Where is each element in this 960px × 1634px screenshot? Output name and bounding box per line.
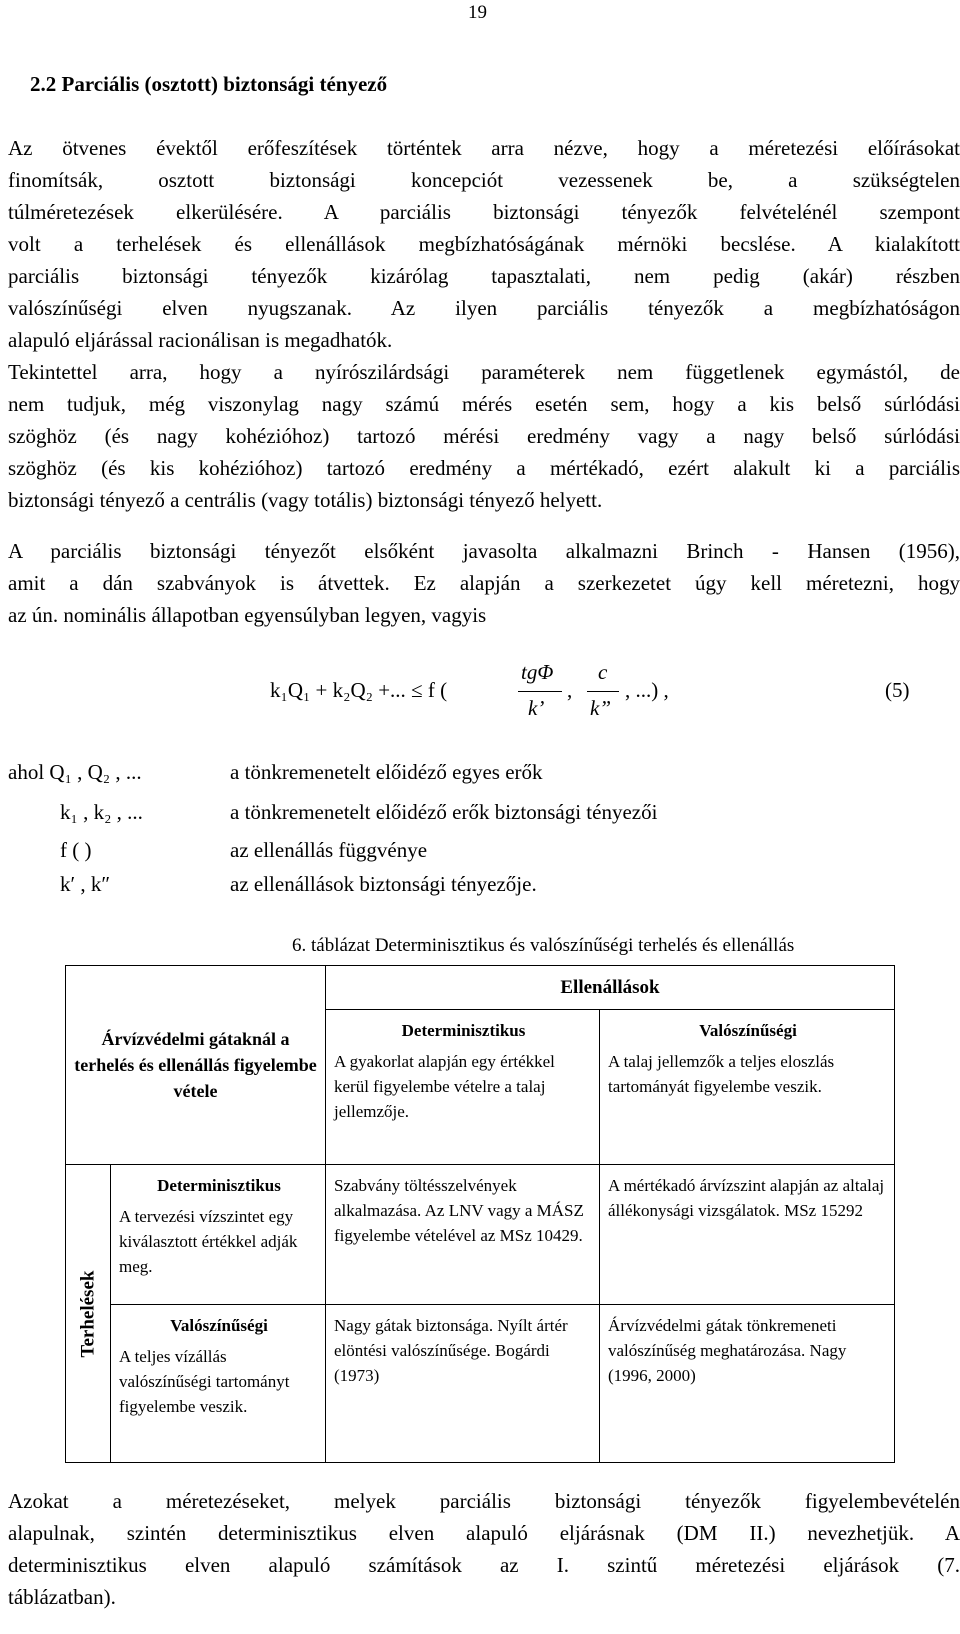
column-title: Valószínűségi — [699, 1021, 797, 1040]
cell-val-det — [326, 1305, 600, 1463]
row-header-probabilistic — [111, 1305, 326, 1463]
row-title: Valószínűségi — [170, 1316, 268, 1335]
text-line: finomítsák, osztott biztonsági koncepciót vezessenek be, a szükségtelen — [8, 168, 960, 192]
brinch-hansen-paragraph — [8, 535, 960, 631]
text-line: biztonsági tényező a centrális (vagy totális) biztonsági tényező helyett. — [8, 488, 603, 512]
definition-symbol: f ( ) — [60, 838, 92, 862]
text-line: amit a dán szabványok is átvettek. Ez alapján a szerkezetet úgy kell méretezni, hogy — [8, 571, 960, 595]
text-line: A parciális biztonsági tényezőt elsőként javasolta alkalmazni Brinch - Hansen (1956), — [8, 539, 960, 563]
text-line: determinisztikus elven alapuló számítások az I. szintű méretezési eljárások (7. — [8, 1553, 960, 1577]
intro-paragraph — [8, 132, 960, 516]
table-6-deterministic-probabilistic — [65, 965, 895, 1463]
text-line: nem tudjuk, még viszonylag nagy számú mérés esetén sem, hogy a kis belső súrlódási — [8, 392, 960, 416]
definition-symbol: ahol Q₁ , Q₂ , ... — [8, 760, 142, 784]
corner-title: Árvízvédelmi gátaknál a terhelés és ellenállás figyelembe vétele — [74, 1029, 317, 1101]
row-title: Determinisztikus — [157, 1176, 281, 1195]
section-heading: 2.2 Parciális (osztott) biztonsági tényező — [30, 72, 388, 96]
definition-text: a tönkremenetelt előidéző erők biztonsági tényezői — [230, 800, 658, 824]
fraction-bar — [518, 691, 562, 692]
cell-det-det — [326, 1165, 600, 1305]
definition-symbol: k₁ , k₂ , ... — [60, 800, 143, 824]
text-line: volt a terhelések és ellenállások megbízhatóságának mérnöki becslése. A kialakított — [8, 232, 960, 256]
equation-number: (5) — [885, 678, 910, 702]
column-title: Determinisztikus — [401, 1021, 526, 1040]
fraction-numerator-c: c — [598, 660, 608, 684]
table-caption: 6. táblázat Determinisztikus és valószínűségi terhelés és ellenállás — [292, 935, 795, 956]
text-line: táblázatban). — [8, 1585, 116, 1609]
row-header-deterministic — [111, 1165, 326, 1305]
text-line: szöghöz (és nagy kohézióhoz) tartozó mérési eredmény vagy a nagy belső súrlódási — [8, 424, 960, 448]
definition-text: az ellenállás függvénye — [230, 838, 428, 862]
cell-val-val — [600, 1305, 895, 1463]
text-line: alapulnak, szintén determinisztikus elven alapuló eljárásnak (DM II.) nevezhetjük. A — [8, 1521, 960, 1545]
cell-text: A mértékadó árvízszint alapján az altalaj állékonysági vizsgálatok. MSz 15292 — [608, 1176, 885, 1220]
column-header-deterministic — [326, 1010, 600, 1165]
column-header-probabilistic — [600, 1010, 895, 1165]
column-description: A gyakorlat alapján egy értékkel kerül figyelembe vételre a talaj jellemzője. — [334, 1052, 555, 1121]
text-line: alapuló eljárással racionálisan is megadhatók. — [8, 328, 393, 352]
page-number: 19 — [468, 2, 487, 23]
text-line: Azokat a méretezéseket, melyek parciális biztonsági tényezők figyelembevételén — [8, 1489, 960, 1513]
header-ellenallasok: Ellenállások — [326, 966, 895, 1010]
row-description: A tervezési vízszintet egy kiválasztott értékkel adják meg. — [119, 1207, 298, 1276]
equation-tail: , ...) , — [625, 678, 669, 702]
row-description: A teljes vízállás valószínűségi tartományt figyelembe veszik. — [119, 1347, 290, 1416]
row-group-terhelesek — [66, 1165, 111, 1463]
definition-symbol: k′ , k″ — [60, 872, 111, 896]
text-line: szöghöz (és kis kohézióhoz) tartozó eredmény a mértékadó, ezért alakult ki a parciális — [8, 456, 960, 480]
definition-text: az ellenállások biztonsági tényezője. — [230, 872, 537, 896]
text-line: parciális biztonsági tényezők kizárólag tapasztalati, nem pedig (akár) részben — [8, 264, 960, 288]
cell-text: Árvízvédelmi gátak tönkremeneti valószínűség meghatározása. Nagy (1996, 2000) — [608, 1316, 847, 1385]
text-line: Az ötvenes évektől erőfeszítések történtek arra nézve, hogy a méretezési előírásokat — [8, 136, 960, 160]
fraction-denominator-k2: k” — [590, 696, 611, 720]
table-corner-cell — [66, 966, 326, 1165]
text-line: Tekintettel arra, hogy a nyírószilárdsági paraméterek nem függetlenek egymástól, de — [8, 360, 960, 384]
cell-text: Szabvány töltésszelvények alkalmazása. Az LNV vagy a MÁSZ figyelembe vételével az MSz 10429. — [334, 1176, 584, 1245]
row-group-label: Terhelések — [77, 1270, 99, 1357]
fraction-denominator-k1: k’ — [528, 696, 545, 720]
definition-text: a tönkremenetelt előidéző egyes erők — [230, 760, 543, 784]
column-description: A talaj jellemzők a teljes eloszlás tartományát figyelembe veszik. — [608, 1052, 835, 1096]
cell-text: Nagy gátak biztonsága. Nyílt ártér elöntési valószínűsége. Bogárdi (1973) — [334, 1316, 568, 1385]
fraction-numerator-tgphi: tgΦ — [521, 660, 554, 684]
cell-det-val — [600, 1165, 895, 1305]
text-line: valószínűségi elven nyugszanak. Az ilyen parciális tényezők a megbízhatóságon — [8, 296, 960, 320]
text-line: túlméretezések elkerülésére. A parciális biztonsági tényezők felvételénél szempont — [8, 200, 960, 224]
text-line: az ún. nominális állapotban egyensúlyban legyen, vagyis — [8, 603, 487, 627]
equation-comma: , — [567, 678, 573, 702]
fraction-bar — [587, 691, 619, 692]
equation-lhs: k₁Q₁ + k₂Q₂ +... ≤ f ( — [270, 678, 448, 702]
closing-paragraph — [8, 1485, 960, 1613]
